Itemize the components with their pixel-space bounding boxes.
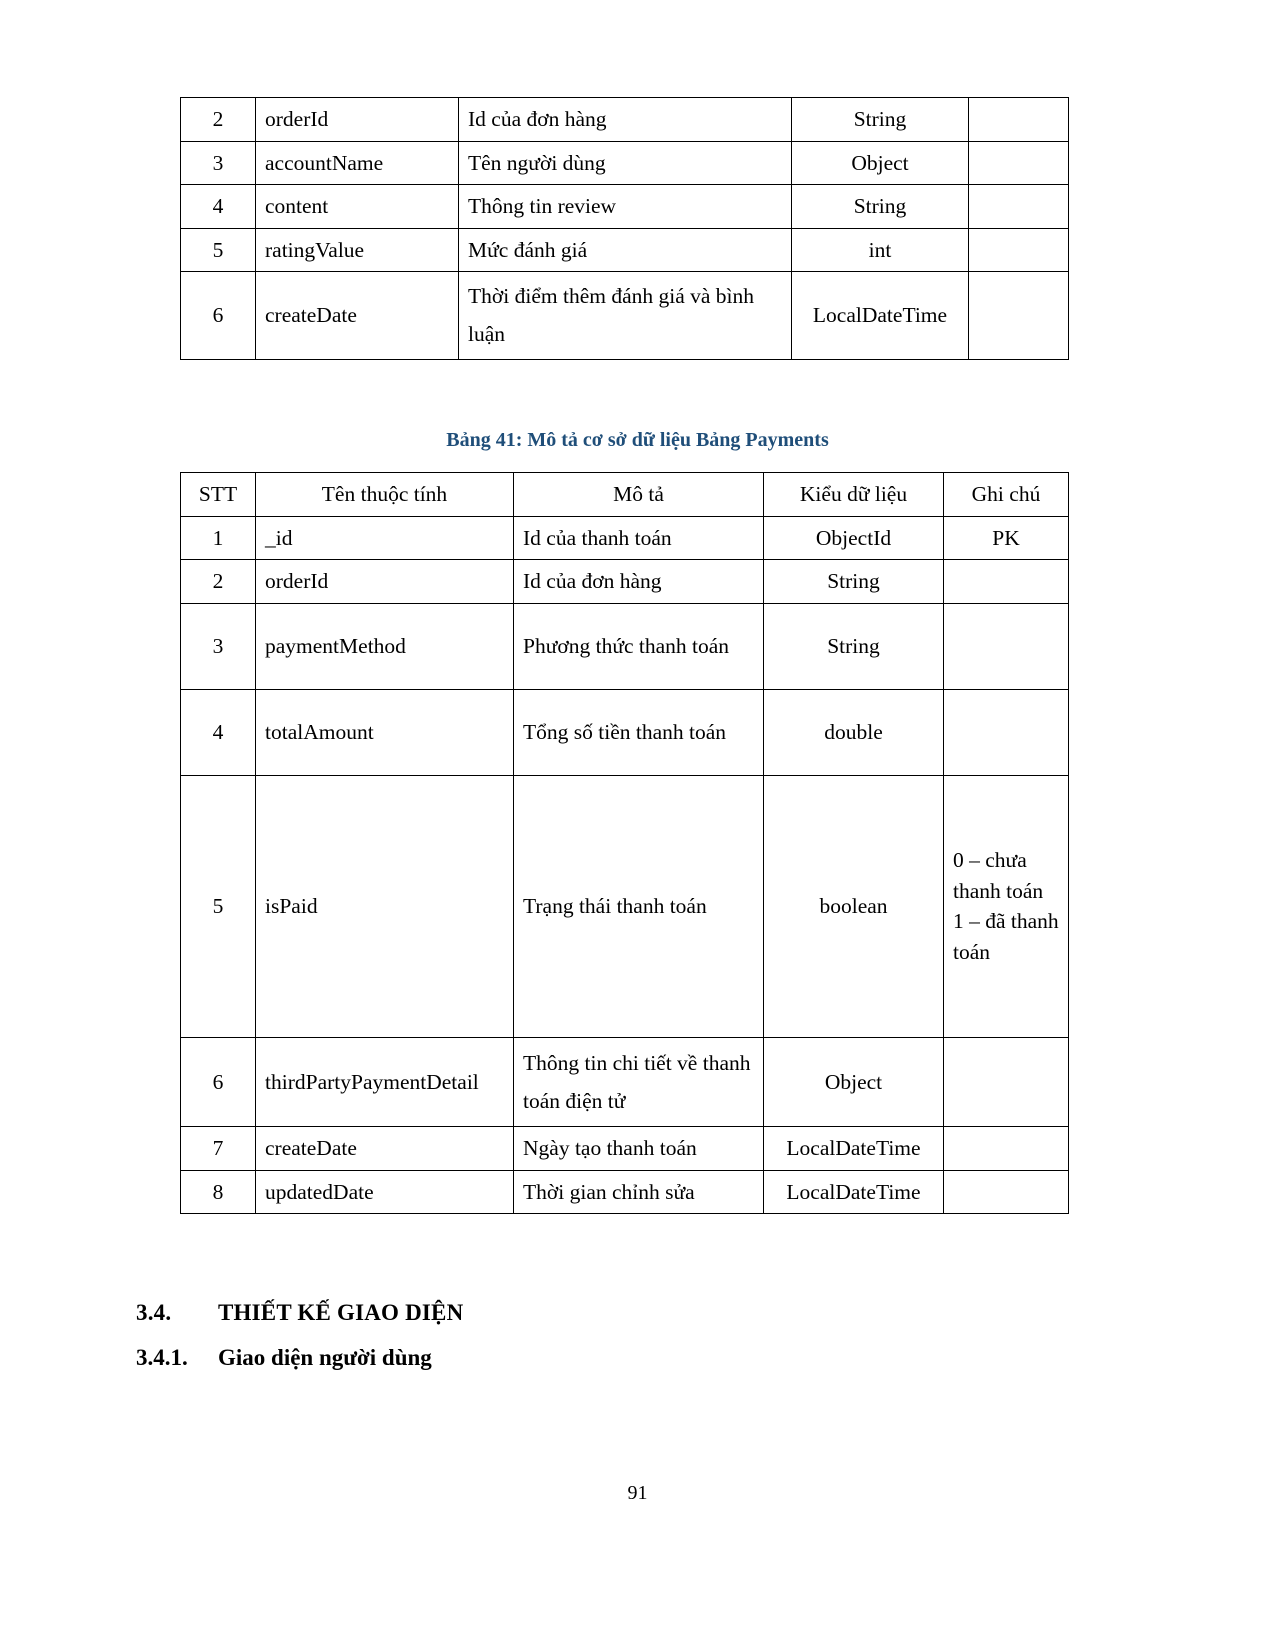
header-datatype: Kiểu dữ liệu	[764, 473, 944, 517]
row-description: Phương thức thanh toán	[514, 603, 764, 689]
row-datatype: ObjectId	[764, 516, 944, 560]
row-description: Thông tin chi tiết về thanh toán điện tử	[514, 1037, 764, 1127]
payments-table	[180, 472, 1069, 1214]
row-stt: 3	[181, 141, 256, 185]
row-stt: 3	[181, 603, 256, 689]
row-description: Thời điểm thêm đánh giá và bình luận	[459, 272, 792, 360]
table-row	[181, 689, 1069, 775]
row-datatype: String	[792, 98, 969, 142]
heading-number: 3.4.	[136, 1300, 172, 1325]
row-attribute-name: paymentMethod	[256, 603, 514, 689]
row-stt: 2	[181, 98, 256, 142]
row-datatype: String	[792, 185, 969, 229]
row-datatype: LocalDateTime	[764, 1127, 944, 1171]
table-row	[181, 775, 1069, 1037]
row-attribute-name: orderId	[256, 98, 459, 142]
row-description: Id của thanh toán	[514, 516, 764, 560]
table-row	[181, 272, 1069, 360]
table-row	[181, 1127, 1069, 1171]
row-attribute-name: createDate	[256, 1127, 514, 1171]
row-attribute-name: isPaid	[256, 775, 514, 1037]
table-header-row	[181, 473, 1069, 517]
row-note: PK	[944, 516, 1069, 560]
row-stt: 7	[181, 1127, 256, 1171]
row-description: Tên người dùng	[459, 141, 792, 185]
row-note	[969, 185, 1069, 229]
table-row	[181, 1170, 1069, 1214]
table-row	[181, 141, 1069, 185]
row-datatype: String	[764, 603, 944, 689]
row-stt: 8	[181, 1170, 256, 1214]
row-description: Id của đơn hàng	[514, 560, 764, 604]
row-datatype: Object	[792, 141, 969, 185]
heading-number: 3.4.1.	[136, 1345, 188, 1370]
section-heading-3-4-1	[136, 1345, 432, 1371]
row-datatype: int	[792, 228, 969, 272]
table-row	[181, 228, 1069, 272]
row-note	[969, 141, 1069, 185]
row-note	[944, 1037, 1069, 1127]
table-row	[181, 98, 1069, 142]
row-description: Mức đánh giá	[459, 228, 792, 272]
row-note	[944, 1127, 1069, 1171]
row-description: Id của đơn hàng	[459, 98, 792, 142]
row-stt: 5	[181, 228, 256, 272]
row-datatype: LocalDateTime	[764, 1170, 944, 1214]
header-description: Mô tả	[514, 473, 764, 517]
row-description: Thông tin review	[459, 185, 792, 229]
row-stt: 6	[181, 1037, 256, 1127]
reviews-table	[180, 97, 1069, 360]
row-note	[969, 98, 1069, 142]
page-number: 91	[627, 1482, 648, 1504]
row-note	[969, 272, 1069, 360]
row-note	[944, 689, 1069, 775]
heading-text: Giao diện người dùng	[218, 1345, 432, 1370]
row-description: Tổng số tiền thanh toán	[514, 689, 764, 775]
row-attribute-name: accountName	[256, 141, 459, 185]
row-note	[944, 1170, 1069, 1214]
row-datatype: double	[764, 689, 944, 775]
header-note: Ghi chú	[944, 473, 1069, 517]
row-attribute-name: _id	[256, 516, 514, 560]
header-attribute-name: Tên thuộc tính	[256, 473, 514, 517]
row-description: Thời gian chỉnh sửa	[514, 1170, 764, 1214]
header-stt: STT	[181, 473, 256, 517]
row-note: 0 – chưa thanh toán 1 – đã thanh toán	[944, 775, 1069, 1037]
section-heading-3-4	[136, 1300, 463, 1326]
table-row	[181, 1037, 1069, 1127]
table-row	[181, 560, 1069, 604]
row-description: Trạng thái thanh toán	[514, 775, 764, 1037]
table-row	[181, 516, 1069, 560]
row-attribute-name: thirdPartyPaymentDetail	[256, 1037, 514, 1127]
row-datatype: boolean	[764, 775, 944, 1037]
row-stt: 2	[181, 560, 256, 604]
row-stt: 6	[181, 272, 256, 360]
row-attribute-name: createDate	[256, 272, 459, 360]
row-note	[944, 603, 1069, 689]
table-row	[181, 603, 1069, 689]
row-datatype: Object	[764, 1037, 944, 1127]
row-attribute-name: totalAmount	[256, 689, 514, 775]
row-stt: 1	[181, 516, 256, 560]
row-attribute-name: ratingValue	[256, 228, 459, 272]
row-description: Ngày tạo thanh toán	[514, 1127, 764, 1171]
row-datatype: LocalDateTime	[792, 272, 969, 360]
row-attribute-name: orderId	[256, 560, 514, 604]
row-attribute-name: content	[256, 185, 459, 229]
row-datatype: String	[764, 560, 944, 604]
row-stt: 5	[181, 775, 256, 1037]
table-row	[181, 185, 1069, 229]
heading-text: THIẾT KẾ GIAO DIỆN	[218, 1300, 464, 1325]
table-caption: Bảng 41: Mô tả cơ sở dữ liệu Bảng Payments	[446, 429, 829, 451]
row-stt: 4	[181, 689, 256, 775]
row-attribute-name: updatedDate	[256, 1170, 514, 1214]
row-stt: 4	[181, 185, 256, 229]
row-note	[944, 560, 1069, 604]
row-note	[969, 228, 1069, 272]
